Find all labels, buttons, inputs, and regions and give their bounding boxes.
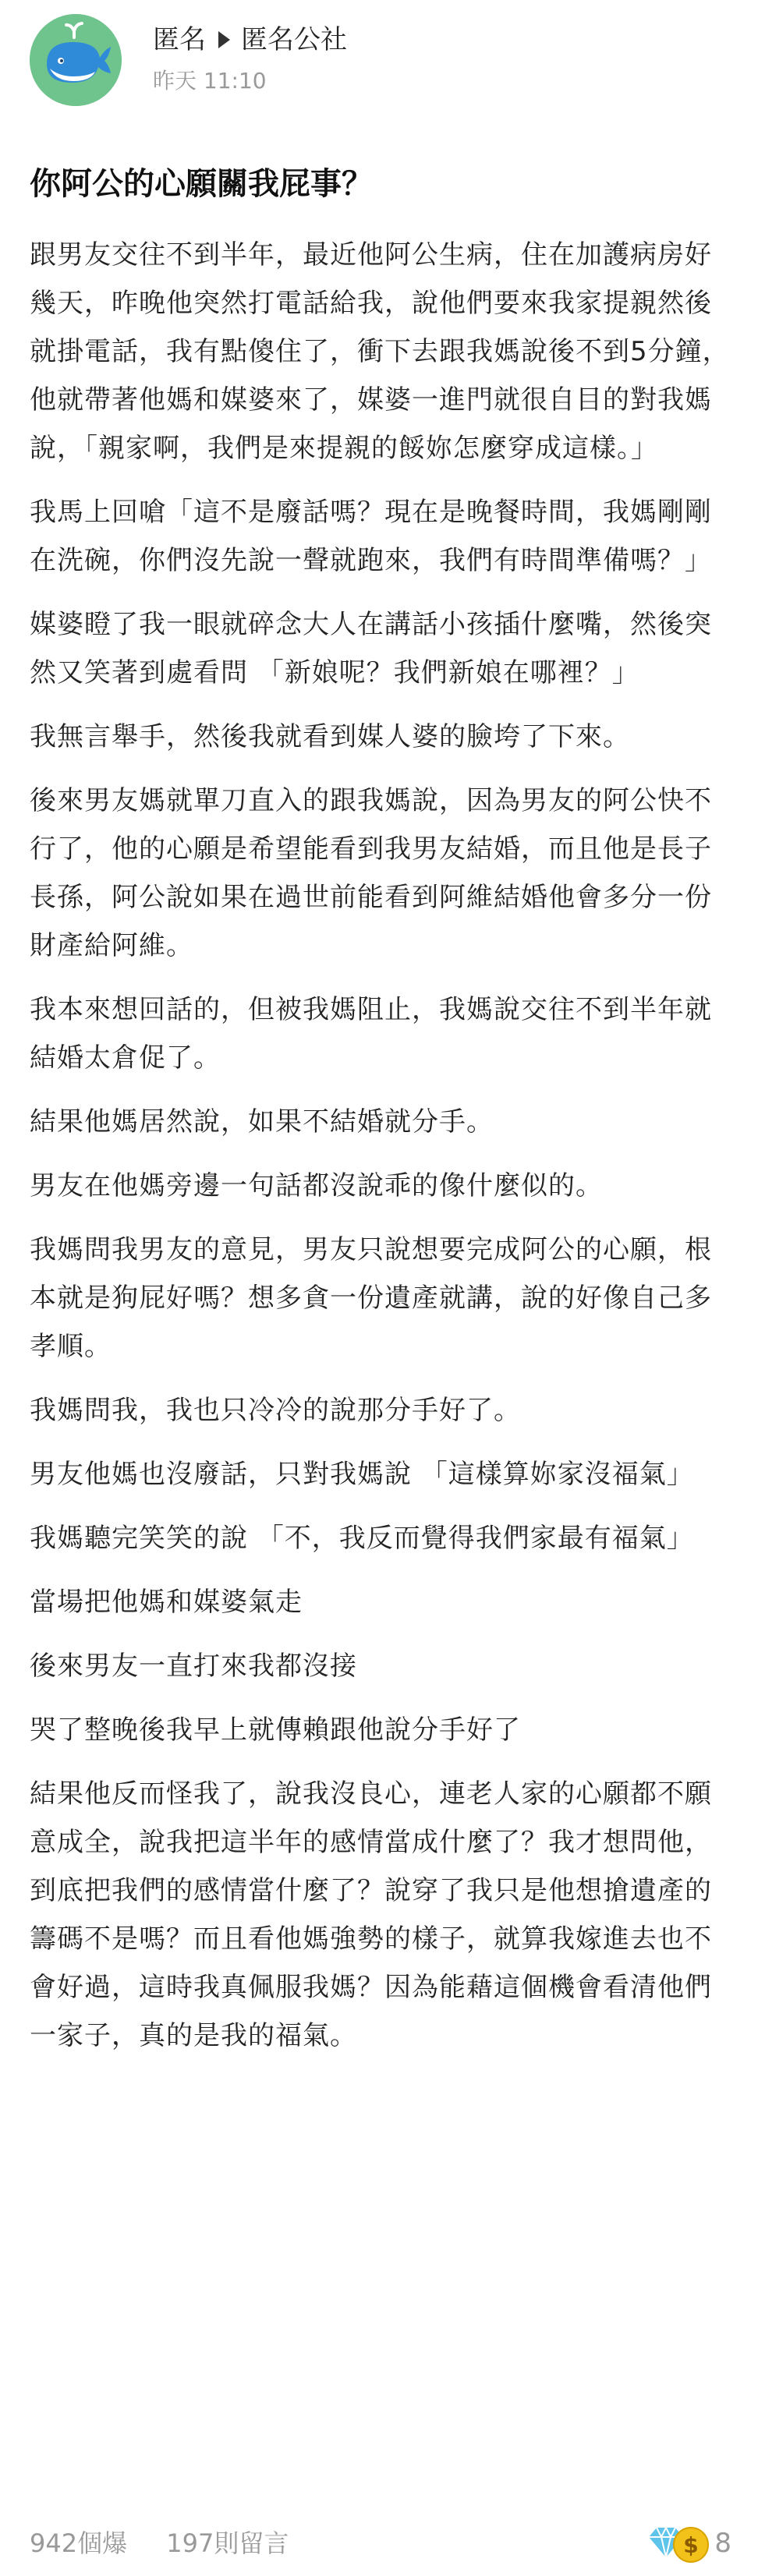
author-name: 匿名 bbox=[153, 24, 206, 55]
paragraph: 結果他反而怪我了，說我沒良心，連老人家的心願都不願意成全，說我把這半年的感情當成什麼了？我才想問他，到底把我們的感情當什麼了？說穿了我只是他想搶遺產的籌碼不是嗎？而且看他媽強勢的樣子，就算我嫁進去也不會好過，這時我真佩服我媽？因為能藉這個機會看清他們一家子，真的是我的福氣。 bbox=[30, 1778, 712, 2051]
reward-icons bbox=[646, 2521, 710, 2565]
post-body bbox=[30, 231, 731, 2075]
board-link[interactable]: 匿名公社 bbox=[241, 24, 347, 55]
post-header bbox=[30, 14, 731, 115]
paragraph: 男友在他媽旁邊一句話都沒說乖的像什麼似的。 bbox=[30, 1170, 603, 1201]
coin-icon bbox=[674, 2528, 708, 2562]
paragraph: 後來男友媽就單刀直入的跟我媽說，因為男友的阿公快不行了，他的心願是希望能看到我男友結婚，而且他是長子長孫，阿公說如果在過世前能看到阿維結婚他會多分一份財產給阿維。 bbox=[30, 785, 712, 961]
svg-text:$: $ bbox=[683, 2532, 700, 2558]
paragraph: 當場把他媽和媒婆氣走 bbox=[30, 1587, 303, 1618]
breadcrumb bbox=[153, 22, 347, 58]
paragraph: 我無言舉手，然後我就看到媒人婆的臉垮了下來。 bbox=[30, 721, 630, 752]
paragraph: 我本來想回話的，但被我媽阻止，我媽說交往不到半年就結婚太倉促了。 bbox=[30, 994, 712, 1074]
comments-count[interactable]: 197則留言 bbox=[166, 2528, 289, 2558]
reward-count: 8 bbox=[714, 2528, 731, 2559]
paragraph: 我媽問我男友的意見，男友只說想要完成阿公的心願，根本就是狗屁好嗎？想多貪一份遺產就講，說的好像自己多孝順。 bbox=[30, 1234, 712, 1362]
paragraph: 男友他媽也沒廢話，只對我媽說 「這樣算妳家沒福氣」 bbox=[30, 1459, 694, 1490]
paragraph: 哭了整晚後我早上就傳賴跟他說分手好了 bbox=[30, 1714, 521, 1746]
post-time: 昨天 11:10 bbox=[153, 68, 267, 94]
avatar[interactable] bbox=[30, 14, 122, 106]
whale-icon bbox=[30, 14, 122, 106]
paragraph: 我媽問我，我也只冷冷的說那分手好了。 bbox=[30, 1395, 521, 1426]
reward-button[interactable] bbox=[646, 2521, 731, 2565]
paragraph: 後來男友一直打來我都沒接 bbox=[30, 1651, 357, 1682]
paragraph: 跟男友交往不到半年，最近他阿公生病，住在加護病房好幾天，昨晚他突然打電話給我，說他們要來我家提親然後就掛電話，我有點傻住了，衝下去跟我媽說後不到5分鐘，他就帶著他媽和媒婆來了，媒婆一進門就很自目的對我媽說，「親家啊，我們是來提親的餒妳怎麼穿成這樣。」 bbox=[30, 239, 730, 464]
paragraph: 結果他媽居然說，如果不結婚就分手。 bbox=[30, 1106, 494, 1138]
triangle-right-icon bbox=[218, 31, 230, 48]
post-footer bbox=[30, 2520, 731, 2567]
likes-count[interactable]: 942個爆 bbox=[30, 2528, 128, 2558]
paragraph: 我馬上回嗆「這不是廢話嗎？現在是晚餐時間，我媽剛剛在洗碗，你們沒先說一聲就跑來，我們有時間準備嗎？」 bbox=[30, 497, 712, 576]
post-title: 你阿公的心願關我屁事？ bbox=[30, 166, 373, 202]
post-stats bbox=[30, 2520, 320, 2567]
paragraph: 媒婆瞪了我一眼就碎念大人在講話小孩插什麼嘴，然後突然又笑著到處看問 「新娘呢？我們新娘在哪裡？」 bbox=[30, 609, 712, 688]
paragraph: 我媽聽完笑笑的說 「不，我反而覺得我們家最有福氣」 bbox=[30, 1523, 694, 1554]
